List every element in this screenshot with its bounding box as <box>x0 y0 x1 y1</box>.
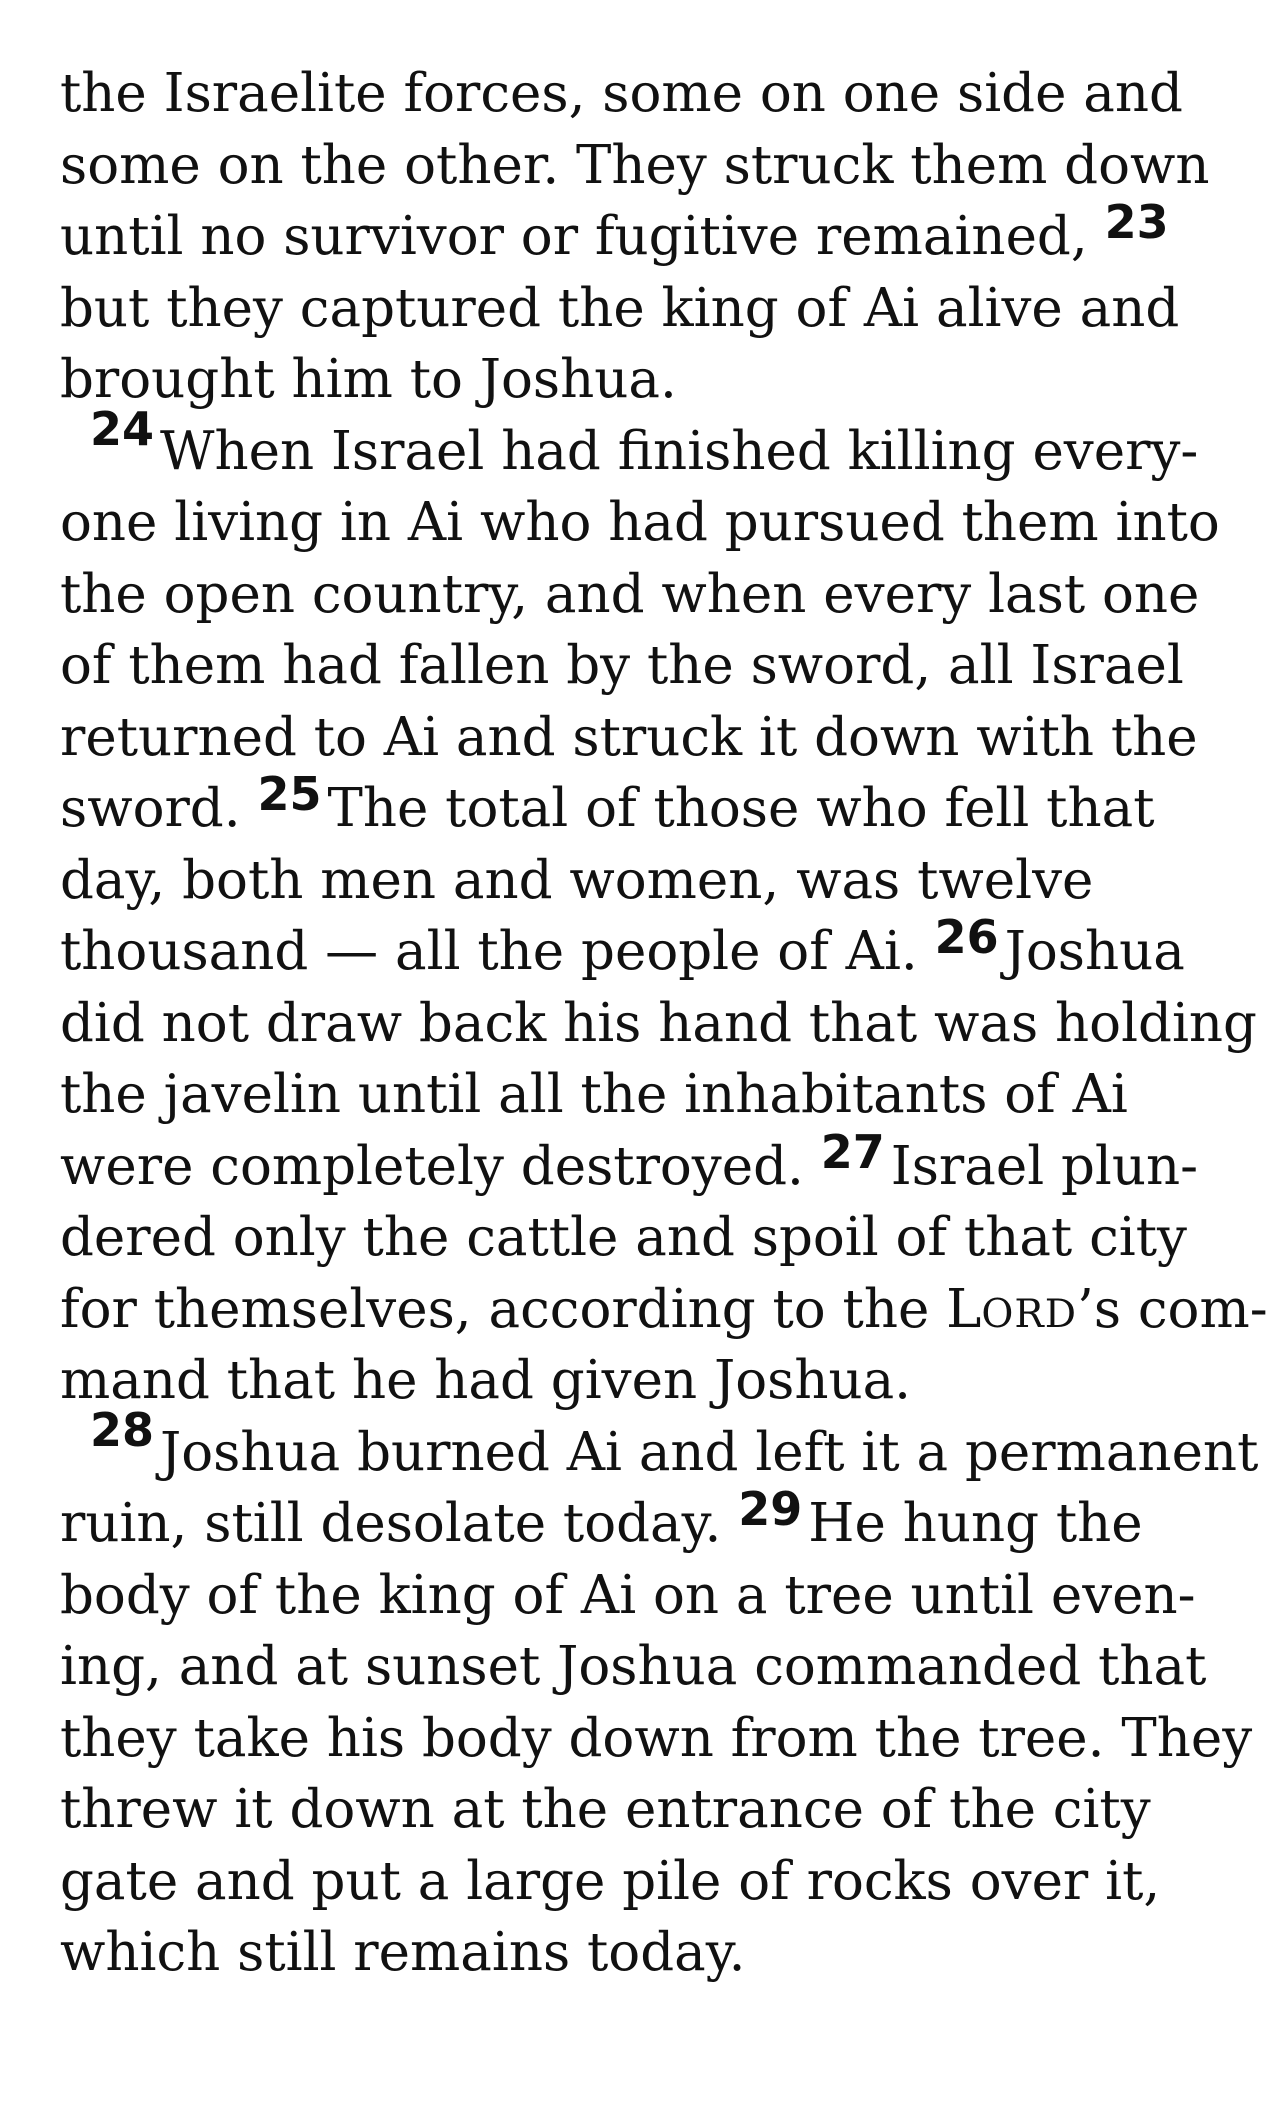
verse-number-29: 29 <box>738 1482 803 1536</box>
text-line: mand that he had given Joshua. <box>60 1350 912 1411</box>
verse-number-25: 25 <box>257 767 322 821</box>
text-line: sword. 25 The total of those who fell that <box>60 767 1155 839</box>
text-line: dered only the cattle and spoil of that city <box>60 1207 1187 1268</box>
text-line: ruin, still desolate today. 29 He hung the <box>60 1482 1143 1554</box>
text-line: returned to Ai and struck it down with the <box>60 706 1198 768</box>
text-line: but they captured the king of Ai alive and <box>60 277 1180 339</box>
text-line: the open country, and when every last one <box>60 563 1200 625</box>
text-line: brought him to Joshua. <box>60 349 677 410</box>
text-line: were completely destroyed. 27 Israel plun- <box>60 1124 1199 1197</box>
text-line: one living in Ai who had pursued them into <box>60 492 1220 553</box>
text-line: day, both men and women, was twelve <box>60 849 1094 911</box>
text-line: the javelin until all the inhabitants of Ai <box>60 1064 1128 1125</box>
text-line: of them had fallen by the sword, all Israel <box>60 635 1184 696</box>
paragraph-start: 24 When Israel had finished killing every- <box>90 401 1199 482</box>
text-line: some on the other. They struck them down <box>60 134 1210 196</box>
text-line: did not draw back his hand that was holding <box>60 992 1257 1054</box>
text-line: the Israelite forces, some on one side and <box>60 63 1183 124</box>
lord-small-caps: ORD <box>981 1291 1077 1337</box>
scripture-text <box>60 58 1268 1989</box>
paragraph-start: 28 Joshua burned Ai and left it a permanent <box>90 1402 1259 1483</box>
verse-number-23: 23 <box>1104 195 1169 249</box>
text-line: until no survivor or fugitive remained, 23 <box>60 195 1169 267</box>
verse-number-24: 24 <box>90 401 155 456</box>
text-line: for themselves, according to the LORD’s com- <box>60 1278 1268 1340</box>
text-line: threw it down at the entrance of the city <box>60 1779 1151 1840</box>
verse-number-27: 27 <box>820 1124 885 1179</box>
text-line: they take his body down from the tree. They <box>60 1707 1253 1769</box>
text-line: thousand — all the people of Ai. 26 Joshua <box>60 910 1185 982</box>
text-line: body of the king of Ai on a tree until even- <box>60 1564 1196 1626</box>
text-line: which still remains today. <box>60 1922 746 1983</box>
text-line: ing, and at sunset Joshua commanded that <box>60 1636 1207 1697</box>
verse-number-26: 26 <box>934 910 999 964</box>
verse-number-28: 28 <box>90 1402 155 1457</box>
text-line: gate and put a large pile of rocks over it, <box>60 1850 1161 1912</box>
